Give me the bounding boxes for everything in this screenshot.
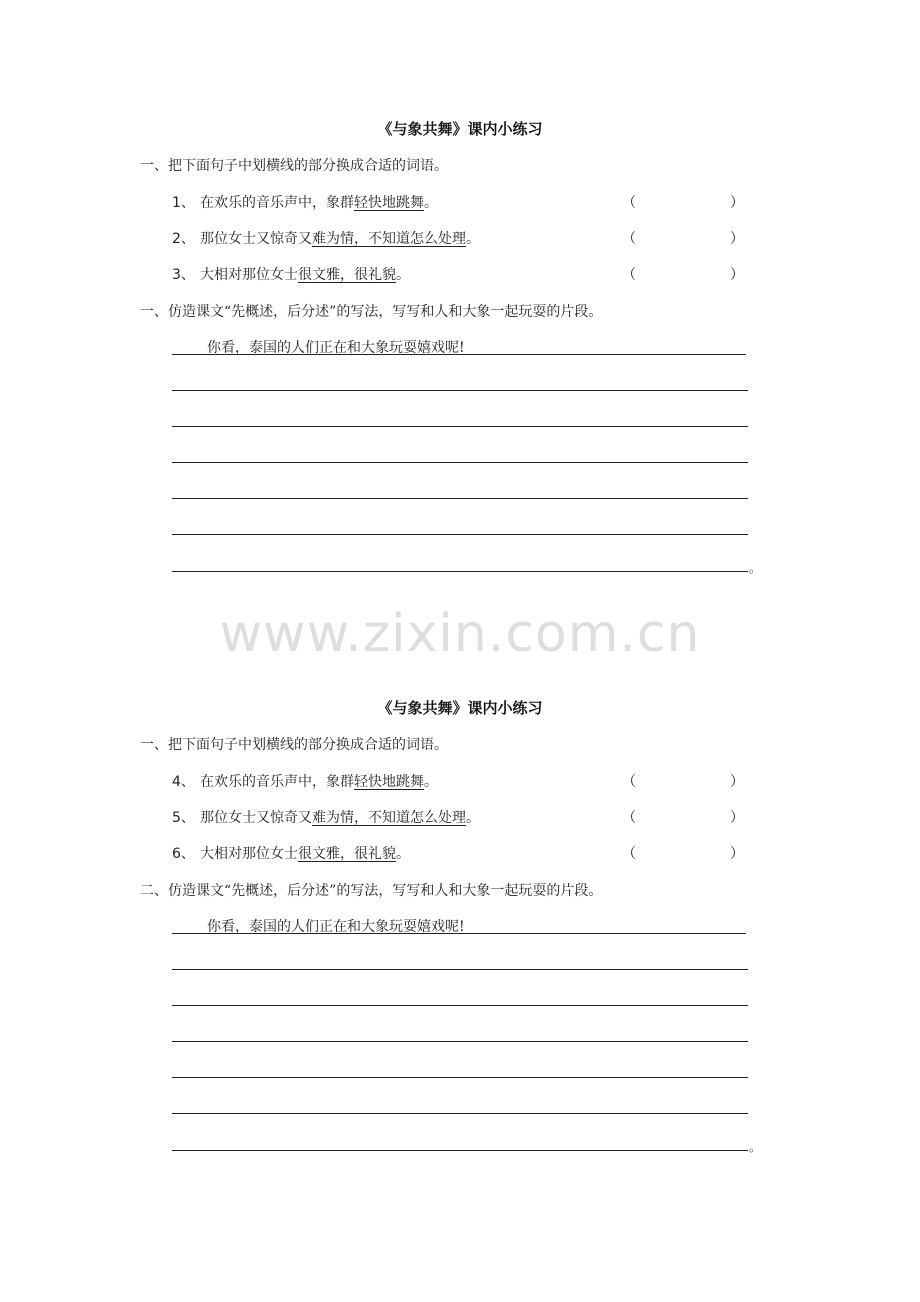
end-period: 。 [749, 1140, 762, 1154]
exercise-item-3 [172, 264, 410, 284]
item-text: 在欢乐的音乐声中，象群 [200, 774, 354, 790]
writing-line [172, 571, 748, 572]
item-text: 大相对那位女士 [200, 267, 298, 283]
writing-line [172, 1077, 748, 1078]
item-number: 5、 [172, 810, 195, 826]
answer-paren-open: （ [622, 195, 636, 211]
exercise-item-1 [172, 192, 438, 212]
underlined-phrase: 轻快地跳舞 [354, 774, 424, 790]
answer-paren-open: （ [622, 231, 636, 247]
writing-line [172, 933, 746, 934]
answer-paren-close: ） [730, 846, 744, 862]
section-2-heading: 一、仿造课文“先概述，后分述”的写法，写写和人和大象一起玩耍的片段。 [140, 304, 603, 320]
answer-paren-close: ） [730, 810, 744, 826]
answer-paren-open: （ [622, 267, 636, 283]
item-text: 那位女士又惊奇又 [200, 231, 312, 247]
section-2-heading: 二、仿造课文“先概述，后分述”的写法，写写和人和大象一起玩耍的片段。 [140, 883, 603, 899]
item-number: 3、 [172, 267, 195, 283]
item-text-end: 。 [424, 195, 438, 211]
writing-line [172, 969, 748, 970]
exercise-item-5 [172, 807, 480, 827]
writing-line [172, 1150, 748, 1151]
underlined-phrase: 很文雅，很礼貌 [298, 267, 396, 283]
answer-paren-close: ） [730, 195, 744, 211]
item-number: 6、 [172, 846, 195, 862]
underlined-phrase: 难为情，不知道怎么处理 [312, 231, 466, 247]
writing-line [172, 426, 748, 427]
item-number: 4、 [172, 774, 195, 790]
item-number: 2、 [172, 231, 195, 247]
underlined-phrase: 难为情，不知道怎么处理 [312, 810, 466, 826]
watermark-text: www.zixin.com.cn [219, 604, 701, 664]
writing-starter-sentence: 你看，泰国的人们正在和大象玩耍嬉戏呢! [207, 919, 465, 935]
writing-starter-sentence: 你看，泰国的人们正在和大象玩耍嬉戏呢! [207, 340, 465, 356]
writing-line [172, 390, 748, 391]
writing-line [172, 462, 748, 463]
writing-line [172, 1041, 748, 1042]
item-text: 在欢乐的音乐声中，象群 [200, 195, 354, 211]
underlined-phrase: 轻快地跳舞 [354, 195, 424, 211]
exercise-item-6 [172, 843, 410, 863]
writing-line [172, 1005, 748, 1006]
exercise-item-4 [172, 771, 438, 791]
underlined-phrase: 很文雅，很礼貌 [298, 846, 396, 862]
item-text-end: 。 [466, 810, 480, 826]
item-text: 大相对那位女士 [200, 846, 298, 862]
exercise-item-2 [172, 228, 480, 248]
answer-paren-close: ） [730, 267, 744, 283]
worksheet-title: 《与象共舞》课内小练习 [377, 699, 543, 717]
item-text-end: 。 [396, 267, 410, 283]
section-1-heading: 一、把下面句子中划横线的部分换成合适的词语。 [140, 737, 448, 753]
writing-line [172, 1113, 748, 1114]
worksheet-title: 《与象共舞》课内小练习 [377, 120, 543, 138]
answer-paren-open: （ [622, 774, 636, 790]
answer-paren-open: （ [622, 846, 636, 862]
writing-line [172, 354, 746, 355]
answer-paren-close: ） [730, 231, 744, 247]
end-period: 。 [749, 561, 762, 575]
item-text: 那位女士又惊奇又 [200, 810, 312, 826]
answer-paren-open: （ [622, 810, 636, 826]
item-text-end: 。 [396, 846, 410, 862]
item-text-end: 。 [466, 231, 480, 247]
answer-paren-close: ） [730, 774, 744, 790]
writing-line [172, 534, 748, 535]
item-number: 1、 [172, 195, 195, 211]
item-text-end: 。 [424, 774, 438, 790]
section-1-heading: 一、把下面句子中划横线的部分换成合适的词语。 [140, 158, 448, 174]
writing-line [172, 498, 748, 499]
